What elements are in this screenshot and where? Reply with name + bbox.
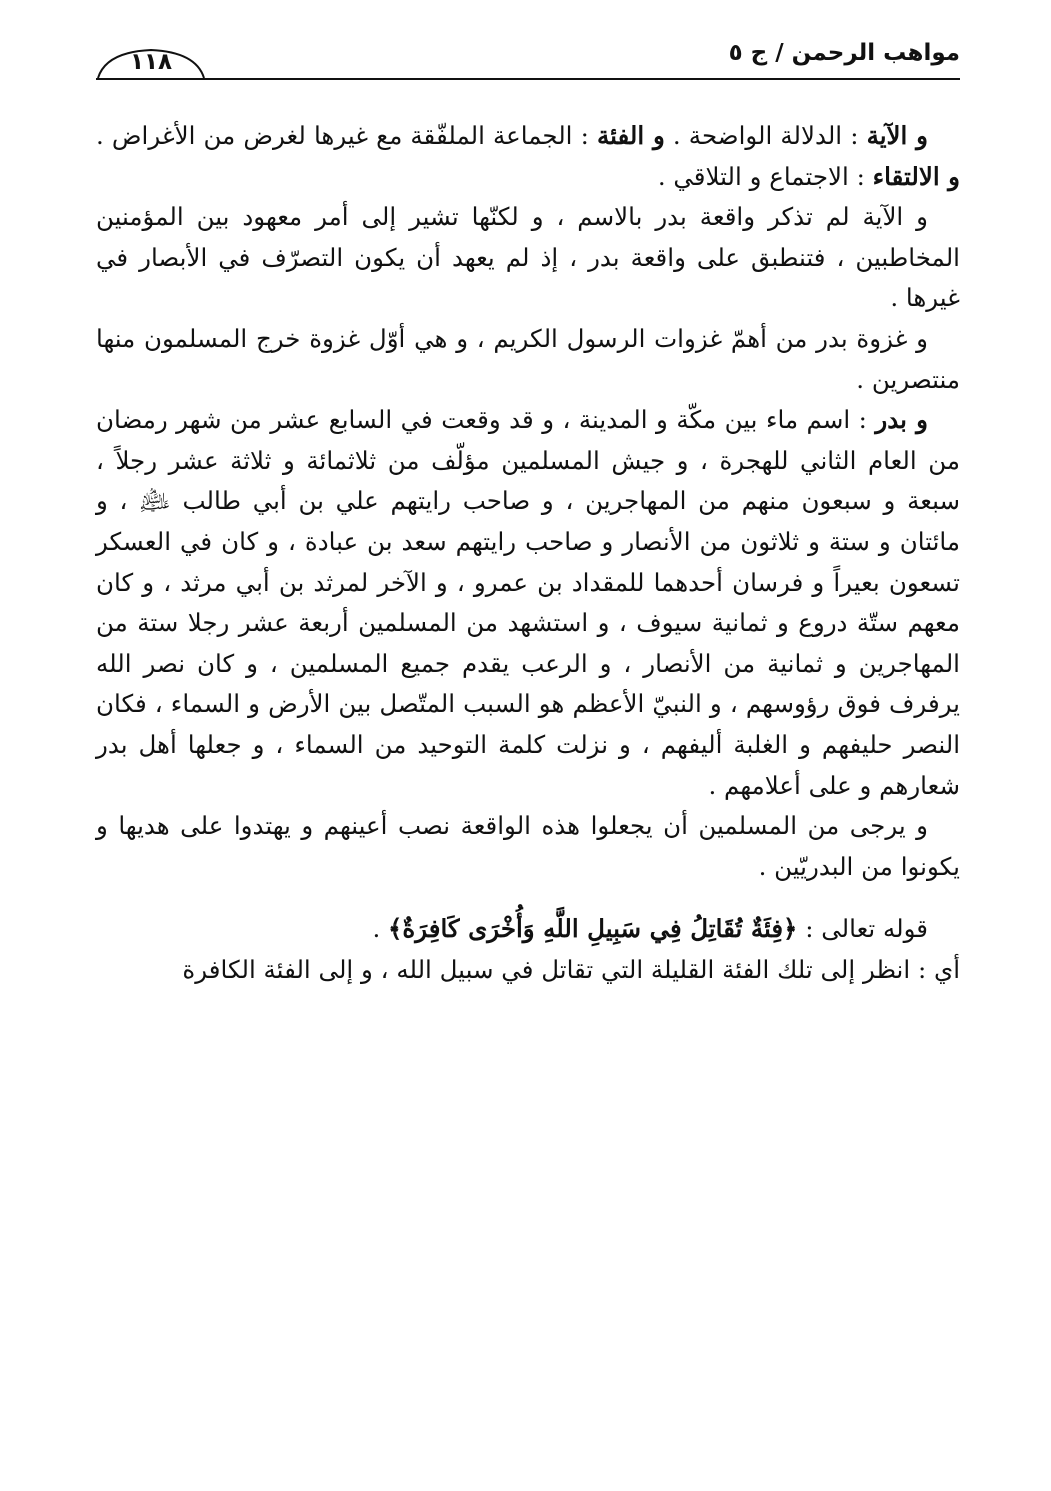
text-run: قوله تعالى :: [797, 914, 928, 944]
paragraph: [96, 319, 960, 400]
body-text: [96, 116, 960, 990]
text-run: و الآية لم تذكر واقعة بدر بالاسم ، و لكنّها تشير إلى أمر معهود بين المؤمنين المخاطبين ، فتنطبق على واقعة بدر ، إذ لم يعهد أن يكون التصرّف في الأبصار في غيرها .: [96, 202, 960, 313]
text-run: : الدلالة الواضحة .: [664, 121, 867, 150]
page-header: [96, 38, 960, 88]
text-run: و غزوة بدر من أهمّ غزوات الرسول الكريم ، و هي أوّل غزوة خرج المسلمون منها منتصرين .: [96, 323, 960, 394]
term-bold: ﴿فِئَةٌ تُقَاتِلُ فِي سَبِيلِ اللَّهِ وَأُخْرَى كَافِرَةٌ﴾: [388, 914, 798, 944]
text-run: و يرجى من المسلمين أن يجعلوا هذه الواقعة نصب أعينهم و يهتدوا على هديها و يكونوا من البدريّين .: [96, 811, 960, 881]
paragraph: [96, 197, 960, 319]
term-bold: و بدر: [875, 405, 928, 435]
text-run: : اسم ماء بين مكّة و المدينة ، و قد وقعت في السابع عشر من شهر رمضان من العام الثاني للهجرة ، و جيش المسلمين مؤلّف من ثلاثمائة و ثلاثة عشر رجلاً ، سبعة و سبعون منهم من المهاجرين ، و صاحب رايتهم علي بن أبي طالب ﵇ ، و مائتان و ستة و ثلاثون من الأنصار و صاحب رايتهم سعد بن عبادة ، و كان في العسكر تسعون بعيراً و فرسان أحدهما للمقداد بن عمرو ، و الآخر لمرثد بن أبي مرثد ، و كان معهم ستّة دروع و ثمانية سيوف ، و استشهد من المسلمين أربعة عشر رجلا ستة من المهاجرين و ثمانية من الأنصار ، و الرعب يقدم جميع المسلمين ، و كان نصر الله يرفرف فوق رؤوسهم ، و النبيّ الأعظم هو السبب المتّصل بين الأرض و السماء ، فكان النصر حليفهم و الغلبة أليفهم ، و نزلت كلمة التوحيد من السماء ، و جعلها أهل بدر شعارهم و على أعلامهم .: [96, 405, 960, 800]
page-number-badge: [96, 46, 206, 80]
paragraph: [96, 950, 960, 991]
term-bold: و الآية: [866, 121, 928, 150]
paragraph: [96, 909, 960, 950]
page-number: ١١٨: [129, 49, 173, 75]
paragraph: [96, 116, 960, 197]
paragraph: [96, 400, 960, 806]
text-run: : الاجتماع و التلاقي .: [657, 161, 873, 191]
term-bold: و الالتقاء: [872, 161, 960, 191]
text-run: .: [372, 914, 389, 944]
text-run: : الجماعة الملفّقة مع غيرها لغرض من الأغراض .: [96, 121, 597, 150]
header-rule: [96, 78, 960, 80]
paragraph: [96, 806, 960, 887]
text-run: أي : انظر إلى تلك الفئة القليلة التي تقاتل في سبيل الله ، و إلى الفئة الكافرة: [182, 954, 960, 984]
book-title: مواهب الرحمن / ج ٥: [728, 40, 960, 66]
term-bold: و الفئة: [596, 121, 665, 150]
